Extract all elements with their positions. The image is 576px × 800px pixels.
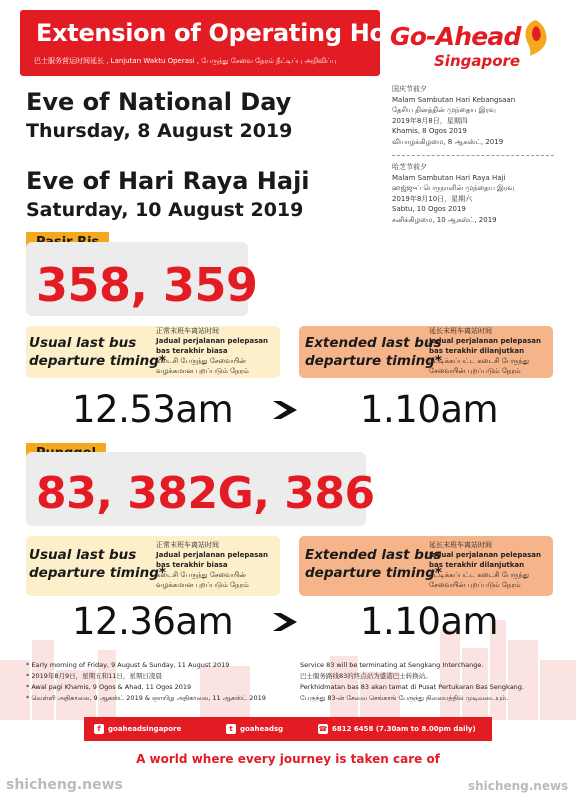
phone-link[interactable]: ☎ 6812 6458 (7.30am to 8.00pm daily) bbox=[318, 725, 476, 733]
header-banner bbox=[20, 10, 429, 76]
extended-timing-notes: 延长末班车离站时间 Jadual perjalanan pelepasan bas terakhir dilanjutkan நீட்டிக்கப்பட்ட கடைசி பேருந்து சேவையின் புறப்படும் நேரம் bbox=[429, 327, 541, 375]
translation-line: Khamis, 8 Ogos 2019 bbox=[392, 127, 467, 135]
extended-timing-heading: Extended last bus departure timing* bbox=[305, 335, 442, 369]
usual-timing-notes: 正常末班车离站时间 Jadual perjalanan pelepasan bas terakhir biasa கடைசி பேருந்து சேவையின் வழக்கமான புறப்படும் நேரம் bbox=[156, 327, 268, 375]
translation-line: 哈芝节前夕 bbox=[392, 163, 427, 171]
service-numbers: 83, 382G, 386 bbox=[36, 468, 375, 519]
extended-timing-notes: 延长末班车离站时间 Jadual perjalanan pelepasan bas terakhir dilanjutkan நீட்டிக்கப்பட்ட கடைசி பேருந்து சேவையின் புறப்படும் நேரம் bbox=[429, 541, 541, 589]
usual-time-value: 12.53am bbox=[72, 388, 234, 431]
event-translations-hari-raya-haji bbox=[392, 162, 514, 225]
social-bar bbox=[84, 717, 492, 741]
phone-icon: ☎ bbox=[318, 725, 328, 733]
service-numbers: 358, 359 bbox=[36, 258, 258, 312]
route-box-pasir-ris bbox=[26, 242, 258, 316]
page-subtitle: 巴士服务营运时间延长 , Lanjutan Waktu Operasi , பேருந்து சேவை நேரம் நீட்டிப்பு அறிவிப்பு bbox=[34, 57, 337, 65]
extended-time-value: 1.10am bbox=[360, 600, 499, 643]
event-date-hari-raya-haji: Saturday, 10 August 2019 bbox=[26, 199, 304, 221]
usual-timing-box bbox=[26, 326, 280, 378]
extended-time-value: 1.10am bbox=[360, 388, 499, 431]
translation-line: ஹஜ்ஜுப் பெருநாளின் முந்தைய இரவு bbox=[392, 184, 515, 192]
translation-line: Malam Sambutan Hari Raya Haji bbox=[392, 173, 506, 182]
page-title: Extension of Operating Hours bbox=[36, 19, 429, 47]
arrow-right-icon bbox=[273, 399, 299, 421]
facebook-icon: f bbox=[94, 724, 104, 734]
translation-line: சனிக்கிழமை, 10 ஆகஸ்ட், 2019 bbox=[392, 215, 497, 224]
logo-main-text: Go-Ahead bbox=[390, 22, 521, 51]
lion-logo-icon bbox=[518, 18, 554, 58]
translation-line: Malam Sambutan Hari Kebangsaan bbox=[392, 95, 516, 104]
facebook-link[interactable]: f goaheadsingapore bbox=[94, 724, 181, 734]
usual-timing-heading: Usual last bus departure timing* bbox=[29, 335, 166, 369]
event-name-hari-raya-haji: Eve of Hari Raya Haji bbox=[26, 167, 310, 195]
usual-timing-box bbox=[26, 536, 280, 596]
footnote-left: * Early morning of Friday, 9 August & Sunday, 11 August 2019 * 2019年8月9日，星期五和11日，星期日凌晨 * Awal pagi Khamis, 9 Ogos & Ahad, 11 Ogos 2019 * வெள்ளி அதிகாலை, 9 ஆகஸ்ட் 2019 & ஞாயிறு அதிகாலை, 11 ஆகஸ்ட் 2019 bbox=[26, 661, 266, 702]
translation-line: தேசிய தினத்தின் முந்தைய இரவு bbox=[392, 106, 496, 114]
go-ahead-logo bbox=[390, 18, 560, 78]
translation-line: Sabtu, 10 Ogos 2019 bbox=[392, 205, 466, 213]
usual-timing-heading: Usual last bus departure timing* bbox=[29, 547, 166, 581]
translation-line: 2019年8月10日，星期六 bbox=[392, 194, 473, 203]
translation-line: வியாழக்கிழமை, 8 ஆகஸ்ட், 2019 bbox=[392, 137, 504, 146]
arrow-right-icon bbox=[273, 611, 299, 633]
extended-timing-heading: Extended last bus departure timing* bbox=[305, 547, 442, 581]
logo-sub-text: Singapore bbox=[434, 52, 521, 70]
event-translations-national-day bbox=[392, 84, 515, 147]
event-name-national-day: Eve of National Day bbox=[26, 88, 292, 116]
extended-timing-box bbox=[299, 536, 553, 596]
usual-time-value: 12.36am bbox=[72, 600, 234, 643]
usual-timing-notes: 正常末班车离站时间 Jadual perjalanan pelepasan bas terakhir biasa கடைசி பேருந்து சேவையின் வழக்கமான புறப்படும் நேரம் bbox=[156, 541, 268, 589]
tagline: A world where every journey is taken care of bbox=[136, 752, 440, 766]
event-date-national-day: Thursday, 8 August 2019 bbox=[26, 120, 293, 142]
twitter-icon: t bbox=[226, 724, 236, 734]
twitter-link[interactable]: t goaheadsg bbox=[226, 724, 283, 734]
translation-line: 2019年8月8日，星期四 bbox=[392, 116, 468, 125]
translation-line: 国庆节前夕 bbox=[392, 85, 427, 93]
watermark-right: shicheng.news bbox=[468, 779, 569, 793]
watermark-left: shicheng.news bbox=[6, 777, 123, 793]
route-box-punggol bbox=[26, 452, 375, 526]
divider bbox=[392, 155, 554, 156]
extended-timing-box bbox=[299, 326, 553, 378]
footnote-right: Service 83 will be terminating at Sengkang Interchange. 巴士服务路线83的终点站为盛港巴士转换站。 Perkhidmatan bas 83 akan tamat di Pusat Pertukaran Bas Sengkang. பேருந்து 83-ன் சேவை செங்காங் பேருந்து நிலையத்தில் முடிவடையும். bbox=[300, 661, 524, 702]
